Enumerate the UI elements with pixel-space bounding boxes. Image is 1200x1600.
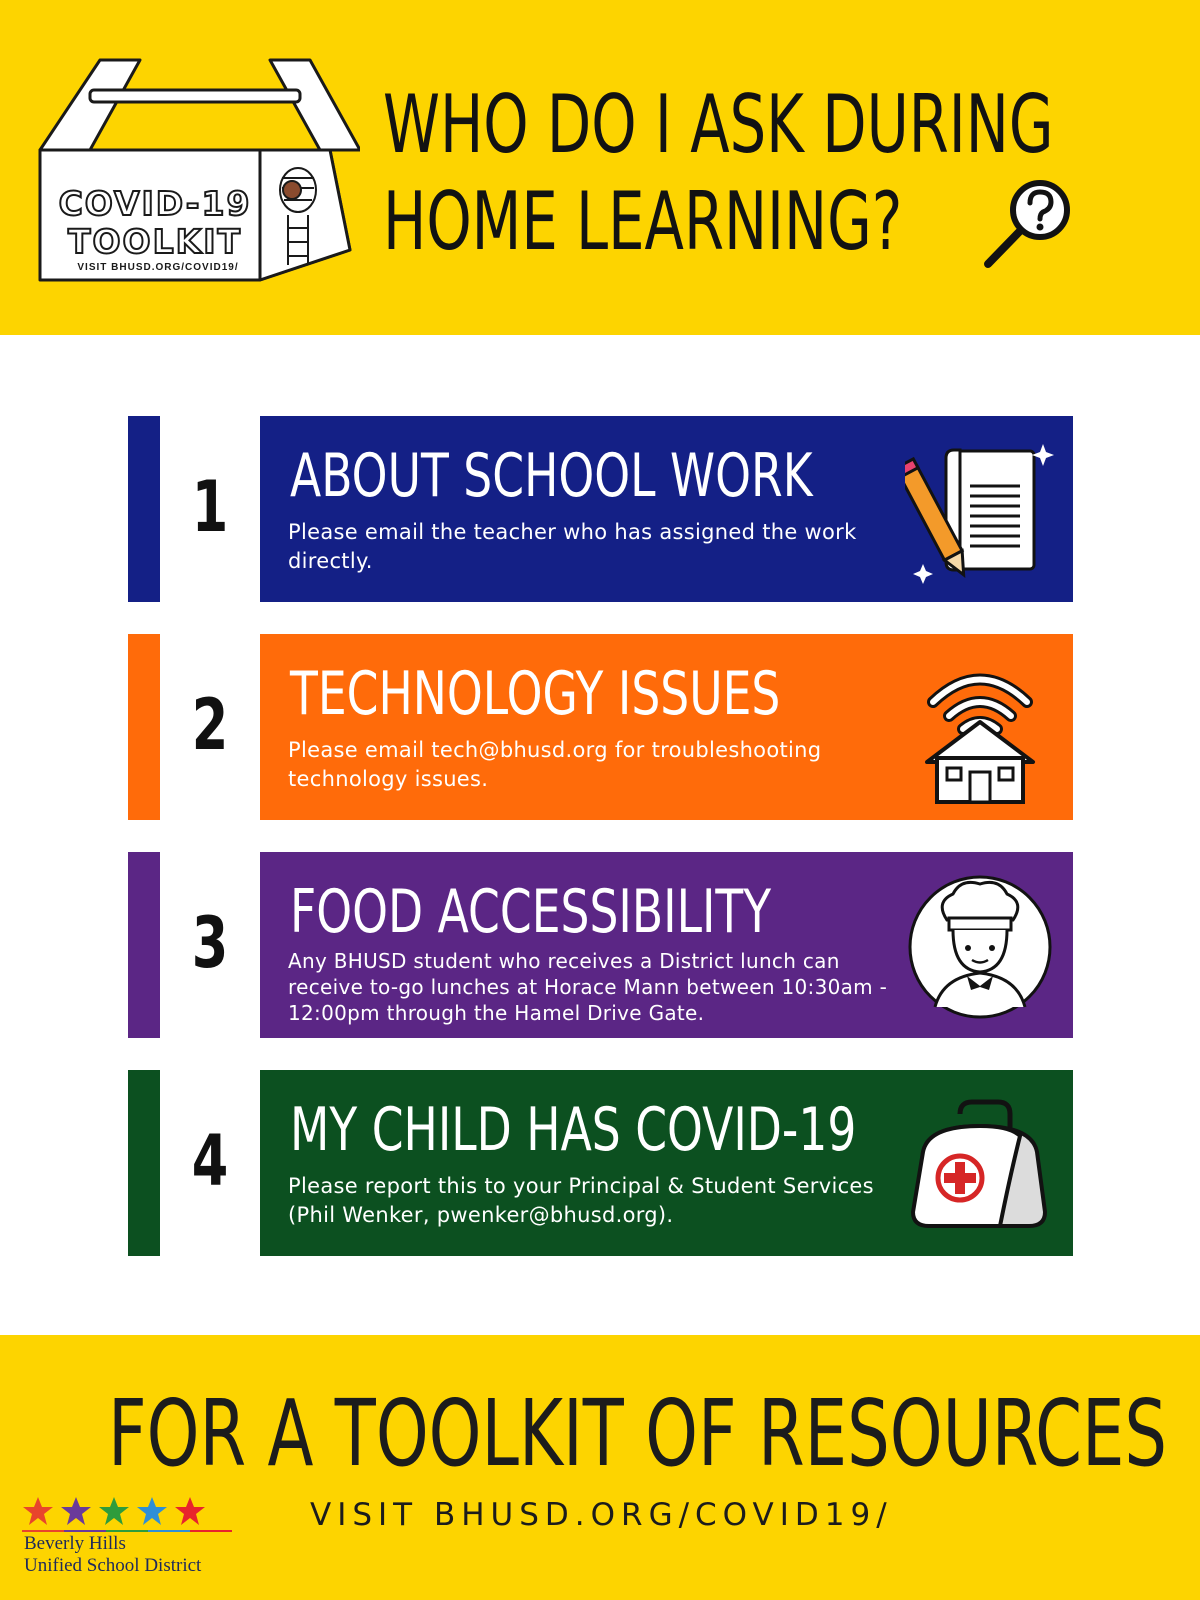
- card-stripe: [128, 1070, 160, 1256]
- pencil-document-icon: [905, 436, 1055, 586]
- covid19-toolkit-logo: [30, 50, 360, 290]
- chef-icon: [905, 872, 1055, 1022]
- toolbox-url: VISIT BHUSD.ORG/COVID19/: [77, 262, 239, 273]
- card-school-work: [0, 416, 1200, 602]
- title-line-2: HOME LEARNING?: [383, 175, 903, 268]
- logo-rule: [22, 1530, 232, 1532]
- medical-bag-icon: [905, 1090, 1055, 1240]
- toolbox-label: [40, 185, 270, 261]
- logo-line-2: TOOLKIT: [67, 222, 242, 261]
- card-covid: [0, 1070, 1200, 1256]
- footer-title: FOR A TOOLKIT OF RESOURCES: [108, 1380, 1168, 1487]
- card-title: MY CHILD HAS COVID-19: [290, 1095, 857, 1165]
- card-title: TECHNOLOGY ISSUES: [290, 659, 781, 729]
- card-technology: [0, 634, 1200, 820]
- stars-icon: [22, 1495, 222, 1529]
- logo-line-1: COVID-19: [58, 184, 252, 223]
- card-description: Any BHUSD student who receives a District lunch can receive to-go lunches at Horace Mann between 10:30am - 12:00pm through the Hamel Drive Gate.: [288, 949, 888, 1025]
- question-magnifier-icon: [982, 176, 1078, 272]
- district-logo: [22, 1495, 242, 1585]
- title-line-1: WHO DO I ASK DURING: [383, 78, 1054, 171]
- card-description: Please email tech@bhusd.org for troubleshooting technology issues.: [288, 738, 822, 791]
- card-number: 4: [191, 1120, 229, 1202]
- card-description: Please report this to your Principal & Student Services (Phil Wenker, pwenker@bhusd.org).: [288, 1174, 874, 1227]
- footer-url-link[interactable]: VISIT BHUSD.ORG/COVID19/: [310, 1497, 893, 1533]
- card-title: ABOUT SCHOOL WORK: [290, 441, 813, 511]
- card-description: Please email the teacher who has assigned the work directly.: [288, 520, 857, 573]
- card-number: 2: [191, 684, 229, 766]
- district-name-line-2: Unified School District: [24, 1555, 202, 1576]
- page-title: [383, 76, 1054, 270]
- card-stripe: [128, 634, 160, 820]
- card-number: 3: [191, 902, 229, 984]
- card-stripe: [128, 852, 160, 1038]
- card-number: 1: [191, 466, 229, 548]
- card-food: [0, 852, 1200, 1038]
- district-name-line-1: Beverly Hills: [24, 1533, 126, 1554]
- card-stripe: [128, 416, 160, 602]
- card-title: FOOD ACCESSIBILITY: [290, 877, 772, 947]
- wifi-house-icon: [905, 654, 1055, 804]
